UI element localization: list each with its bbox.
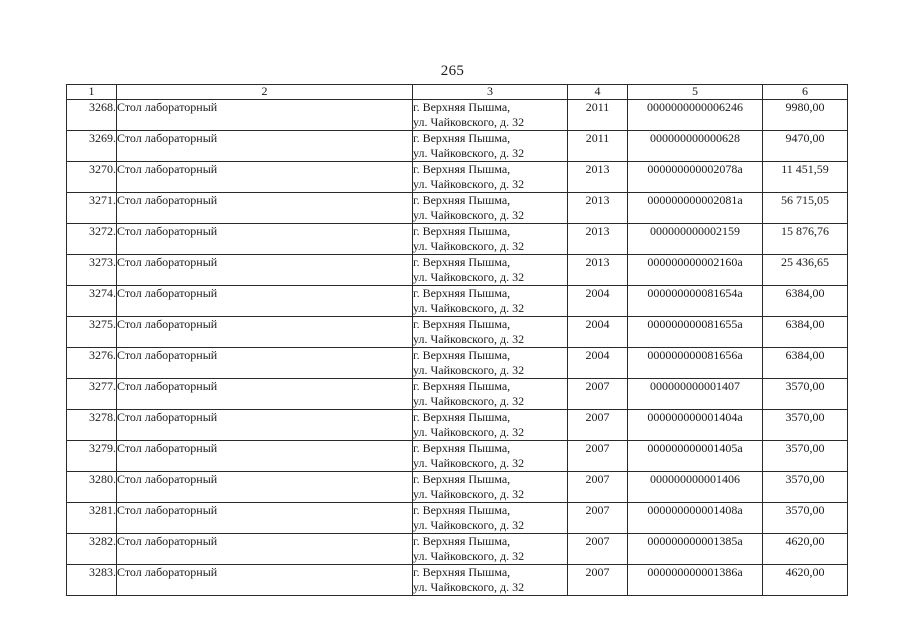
address-cell — [413, 193, 568, 224]
inventory-number-cell: 000000000081654а — [628, 286, 763, 317]
address-cell — [413, 379, 568, 410]
inventory-number-cell: 000000000002078а — [628, 162, 763, 193]
inventory-number-cell: 000000000002081а — [628, 193, 763, 224]
address-line-street: ул. Чайковского, д. 32 — [413, 301, 525, 315]
item-name-cell: Стол лабораторный — [117, 534, 413, 565]
item-name-cell: Стол лабораторный — [117, 100, 413, 131]
address-cell — [413, 224, 568, 255]
property-registry-table — [66, 84, 848, 596]
address-line-street: ул. Чайковского, д. 32 — [413, 332, 525, 346]
item-name-cell: Стол лабораторный — [117, 162, 413, 193]
address-line-street: ул. Чайковского, д. 32 — [413, 177, 525, 191]
inventory-number-cell: 000000000001407 — [628, 379, 763, 410]
inventory-number-cell: 000000000000628 — [628, 131, 763, 162]
address-cell — [413, 348, 568, 379]
row-number-cell: 3277. — [67, 379, 117, 410]
cost-cell: 4620,00 — [763, 534, 848, 565]
column-number-3: 3 — [413, 85, 568, 100]
row-number-cell: 3283. — [67, 565, 117, 596]
item-name-cell: Стол лабораторный — [117, 503, 413, 534]
address-line-city: г. Верхняя Пышма, — [413, 503, 511, 517]
item-name-cell: Стол лабораторный — [117, 565, 413, 596]
cost-cell: 9470,00 — [763, 131, 848, 162]
table-row — [67, 534, 848, 565]
address-cell — [413, 565, 568, 596]
column-number-5: 5 — [628, 85, 763, 100]
row-number-cell: 3275. — [67, 317, 117, 348]
column-number-2: 2 — [117, 85, 413, 100]
address-cell — [413, 410, 568, 441]
table-row — [67, 193, 848, 224]
column-number-1: 1 — [67, 85, 117, 100]
year-cell: 2007 — [568, 534, 628, 565]
cost-cell: 11 451,59 — [763, 162, 848, 193]
address-line-street: ул. Чайковского, д. 32 — [413, 580, 525, 594]
inventory-number-cell: 000000000081656а — [628, 348, 763, 379]
year-cell: 2013 — [568, 224, 628, 255]
table-row — [67, 255, 848, 286]
address-line-city: г. Верхняя Пышма, — [413, 224, 511, 238]
row-number-cell: 3281. — [67, 503, 117, 534]
table-row — [67, 131, 848, 162]
address-cell — [413, 503, 568, 534]
address-line-city: г. Верхняя Пышма, — [413, 193, 511, 207]
year-cell: 2007 — [568, 379, 628, 410]
cost-cell: 6384,00 — [763, 348, 848, 379]
address-cell — [413, 317, 568, 348]
row-number-cell: 3268. — [67, 100, 117, 131]
inventory-number-cell: 000000000001404а — [628, 410, 763, 441]
item-name-cell: Стол лабораторный — [117, 224, 413, 255]
year-cell: 2013 — [568, 162, 628, 193]
cost-cell: 3570,00 — [763, 441, 848, 472]
address-line-street: ул. Чайковского, д. 32 — [413, 239, 525, 253]
inventory-number-cell: 000000000001386а — [628, 565, 763, 596]
year-cell: 2007 — [568, 410, 628, 441]
address-line-street: ул. Чайковского, д. 32 — [413, 549, 525, 563]
row-number-cell: 3272. — [67, 224, 117, 255]
cost-cell: 9980,00 — [763, 100, 848, 131]
year-cell: 2013 — [568, 255, 628, 286]
year-cell: 2004 — [568, 286, 628, 317]
year-cell: 2004 — [568, 317, 628, 348]
inventory-number-cell: 000000000001405а — [628, 441, 763, 472]
address-line-city: г. Верхняя Пышма, — [413, 472, 511, 486]
item-name-cell: Стол лабораторный — [117, 410, 413, 441]
address-line-street: ул. Чайковского, д. 32 — [413, 363, 525, 377]
table-row — [67, 100, 848, 131]
table-row — [67, 472, 848, 503]
cost-cell: 6384,00 — [763, 317, 848, 348]
cost-cell: 15 876,76 — [763, 224, 848, 255]
item-name-cell: Стол лабораторный — [117, 348, 413, 379]
table-body — [67, 100, 848, 596]
cost-cell: 4620,00 — [763, 565, 848, 596]
table-row — [67, 162, 848, 193]
address-line-street: ул. Чайковского, д. 32 — [413, 115, 525, 129]
address-cell — [413, 100, 568, 131]
address-cell — [413, 162, 568, 193]
year-cell: 2013 — [568, 193, 628, 224]
cost-cell: 25 436,65 — [763, 255, 848, 286]
address-line-city: г. Верхняя Пышма, — [413, 441, 511, 455]
address-line-city: г. Верхняя Пышма, — [413, 379, 511, 393]
table-row — [67, 317, 848, 348]
cost-cell: 3570,00 — [763, 379, 848, 410]
year-cell: 2007 — [568, 565, 628, 596]
cost-cell: 56 715,05 — [763, 193, 848, 224]
address-line-street: ул. Чайковского, д. 32 — [413, 425, 525, 439]
address-line-city: г. Верхняя Пышма, — [413, 286, 511, 300]
table-header — [67, 85, 848, 100]
inventory-number-cell: 000000000001385а — [628, 534, 763, 565]
table-row — [67, 348, 848, 379]
inventory-number-cell: 000000000001408а — [628, 503, 763, 534]
address-line-street: ул. Чайковского, д. 32 — [413, 456, 525, 470]
item-name-cell: Стол лабораторный — [117, 379, 413, 410]
address-cell — [413, 286, 568, 317]
row-number-cell: 3278. — [67, 410, 117, 441]
address-line-city: г. Верхняя Пышма, — [413, 100, 511, 114]
item-name-cell: Стол лабораторный — [117, 472, 413, 503]
row-number-cell: 3274. — [67, 286, 117, 317]
table-row — [67, 410, 848, 441]
cost-cell: 3570,00 — [763, 503, 848, 534]
item-name-cell: Стол лабораторный — [117, 441, 413, 472]
address-line-city: г. Верхняя Пышма, — [413, 162, 511, 176]
address-cell — [413, 534, 568, 565]
item-name-cell: Стол лабораторный — [117, 317, 413, 348]
row-number-cell: 3276. — [67, 348, 117, 379]
address-line-city: г. Верхняя Пышма, — [413, 348, 511, 362]
inventory-number-cell: 000000000002159 — [628, 224, 763, 255]
year-cell: 2007 — [568, 441, 628, 472]
table-row — [67, 441, 848, 472]
column-number-4: 4 — [568, 85, 628, 100]
address-line-city: г. Верхняя Пышма, — [413, 317, 511, 331]
address-cell — [413, 472, 568, 503]
cost-cell: 6384,00 — [763, 286, 848, 317]
table-row — [67, 286, 848, 317]
row-number-cell: 3282. — [67, 534, 117, 565]
item-name-cell: Стол лабораторный — [117, 255, 413, 286]
address-line-city: г. Верхняя Пышма, — [413, 131, 511, 145]
inventory-number-cell: 000000000081655а — [628, 317, 763, 348]
year-cell: 2007 — [568, 503, 628, 534]
address-line-street: ул. Чайковского, д. 32 — [413, 208, 525, 222]
address-line-street: ул. Чайковского, д. 32 — [413, 270, 525, 284]
row-number-cell: 3280. — [67, 472, 117, 503]
page-number: 265 — [440, 63, 465, 79]
year-cell: 2004 — [568, 348, 628, 379]
year-cell: 2011 — [568, 100, 628, 131]
address-line-street: ул. Чайковского, д. 32 — [413, 394, 525, 408]
table-row — [67, 224, 848, 255]
table-row — [67, 503, 848, 534]
year-cell: 2007 — [568, 472, 628, 503]
item-name-cell: Стол лабораторный — [117, 286, 413, 317]
table-row — [67, 379, 848, 410]
address-line-street: ул. Чайковского, д. 32 — [413, 146, 525, 160]
address-line-street: ул. Чайковского, д. 32 — [413, 518, 525, 532]
address-cell — [413, 441, 568, 472]
row-number-cell: 3270. — [67, 162, 117, 193]
inventory-number-cell: 000000000001406 — [628, 472, 763, 503]
row-number-cell: 3269. — [67, 131, 117, 162]
table-row — [67, 565, 848, 596]
item-name-cell: Стол лабораторный — [117, 131, 413, 162]
cost-cell: 3570,00 — [763, 472, 848, 503]
column-number-6: 6 — [763, 85, 848, 100]
row-number-cell: 3273. — [67, 255, 117, 286]
address-line-city: г. Верхняя Пышма, — [413, 255, 511, 269]
address-cell — [413, 131, 568, 162]
row-number-cell: 3271. — [67, 193, 117, 224]
address-line-city: г. Верхняя Пышма, — [413, 565, 511, 579]
inventory-number-cell: 000000000002160а — [628, 255, 763, 286]
address-line-street: ул. Чайковского, д. 32 — [413, 487, 525, 501]
address-cell — [413, 255, 568, 286]
cost-cell: 3570,00 — [763, 410, 848, 441]
inventory-number-cell: 0000000000006246 — [628, 100, 763, 131]
row-number-cell: 3279. — [67, 441, 117, 472]
address-line-city: г. Верхняя Пышма, — [413, 410, 511, 424]
year-cell: 2011 — [568, 131, 628, 162]
column-number-row — [67, 85, 848, 100]
item-name-cell: Стол лабораторный — [117, 193, 413, 224]
address-line-city: г. Верхняя Пышма, — [413, 534, 511, 548]
